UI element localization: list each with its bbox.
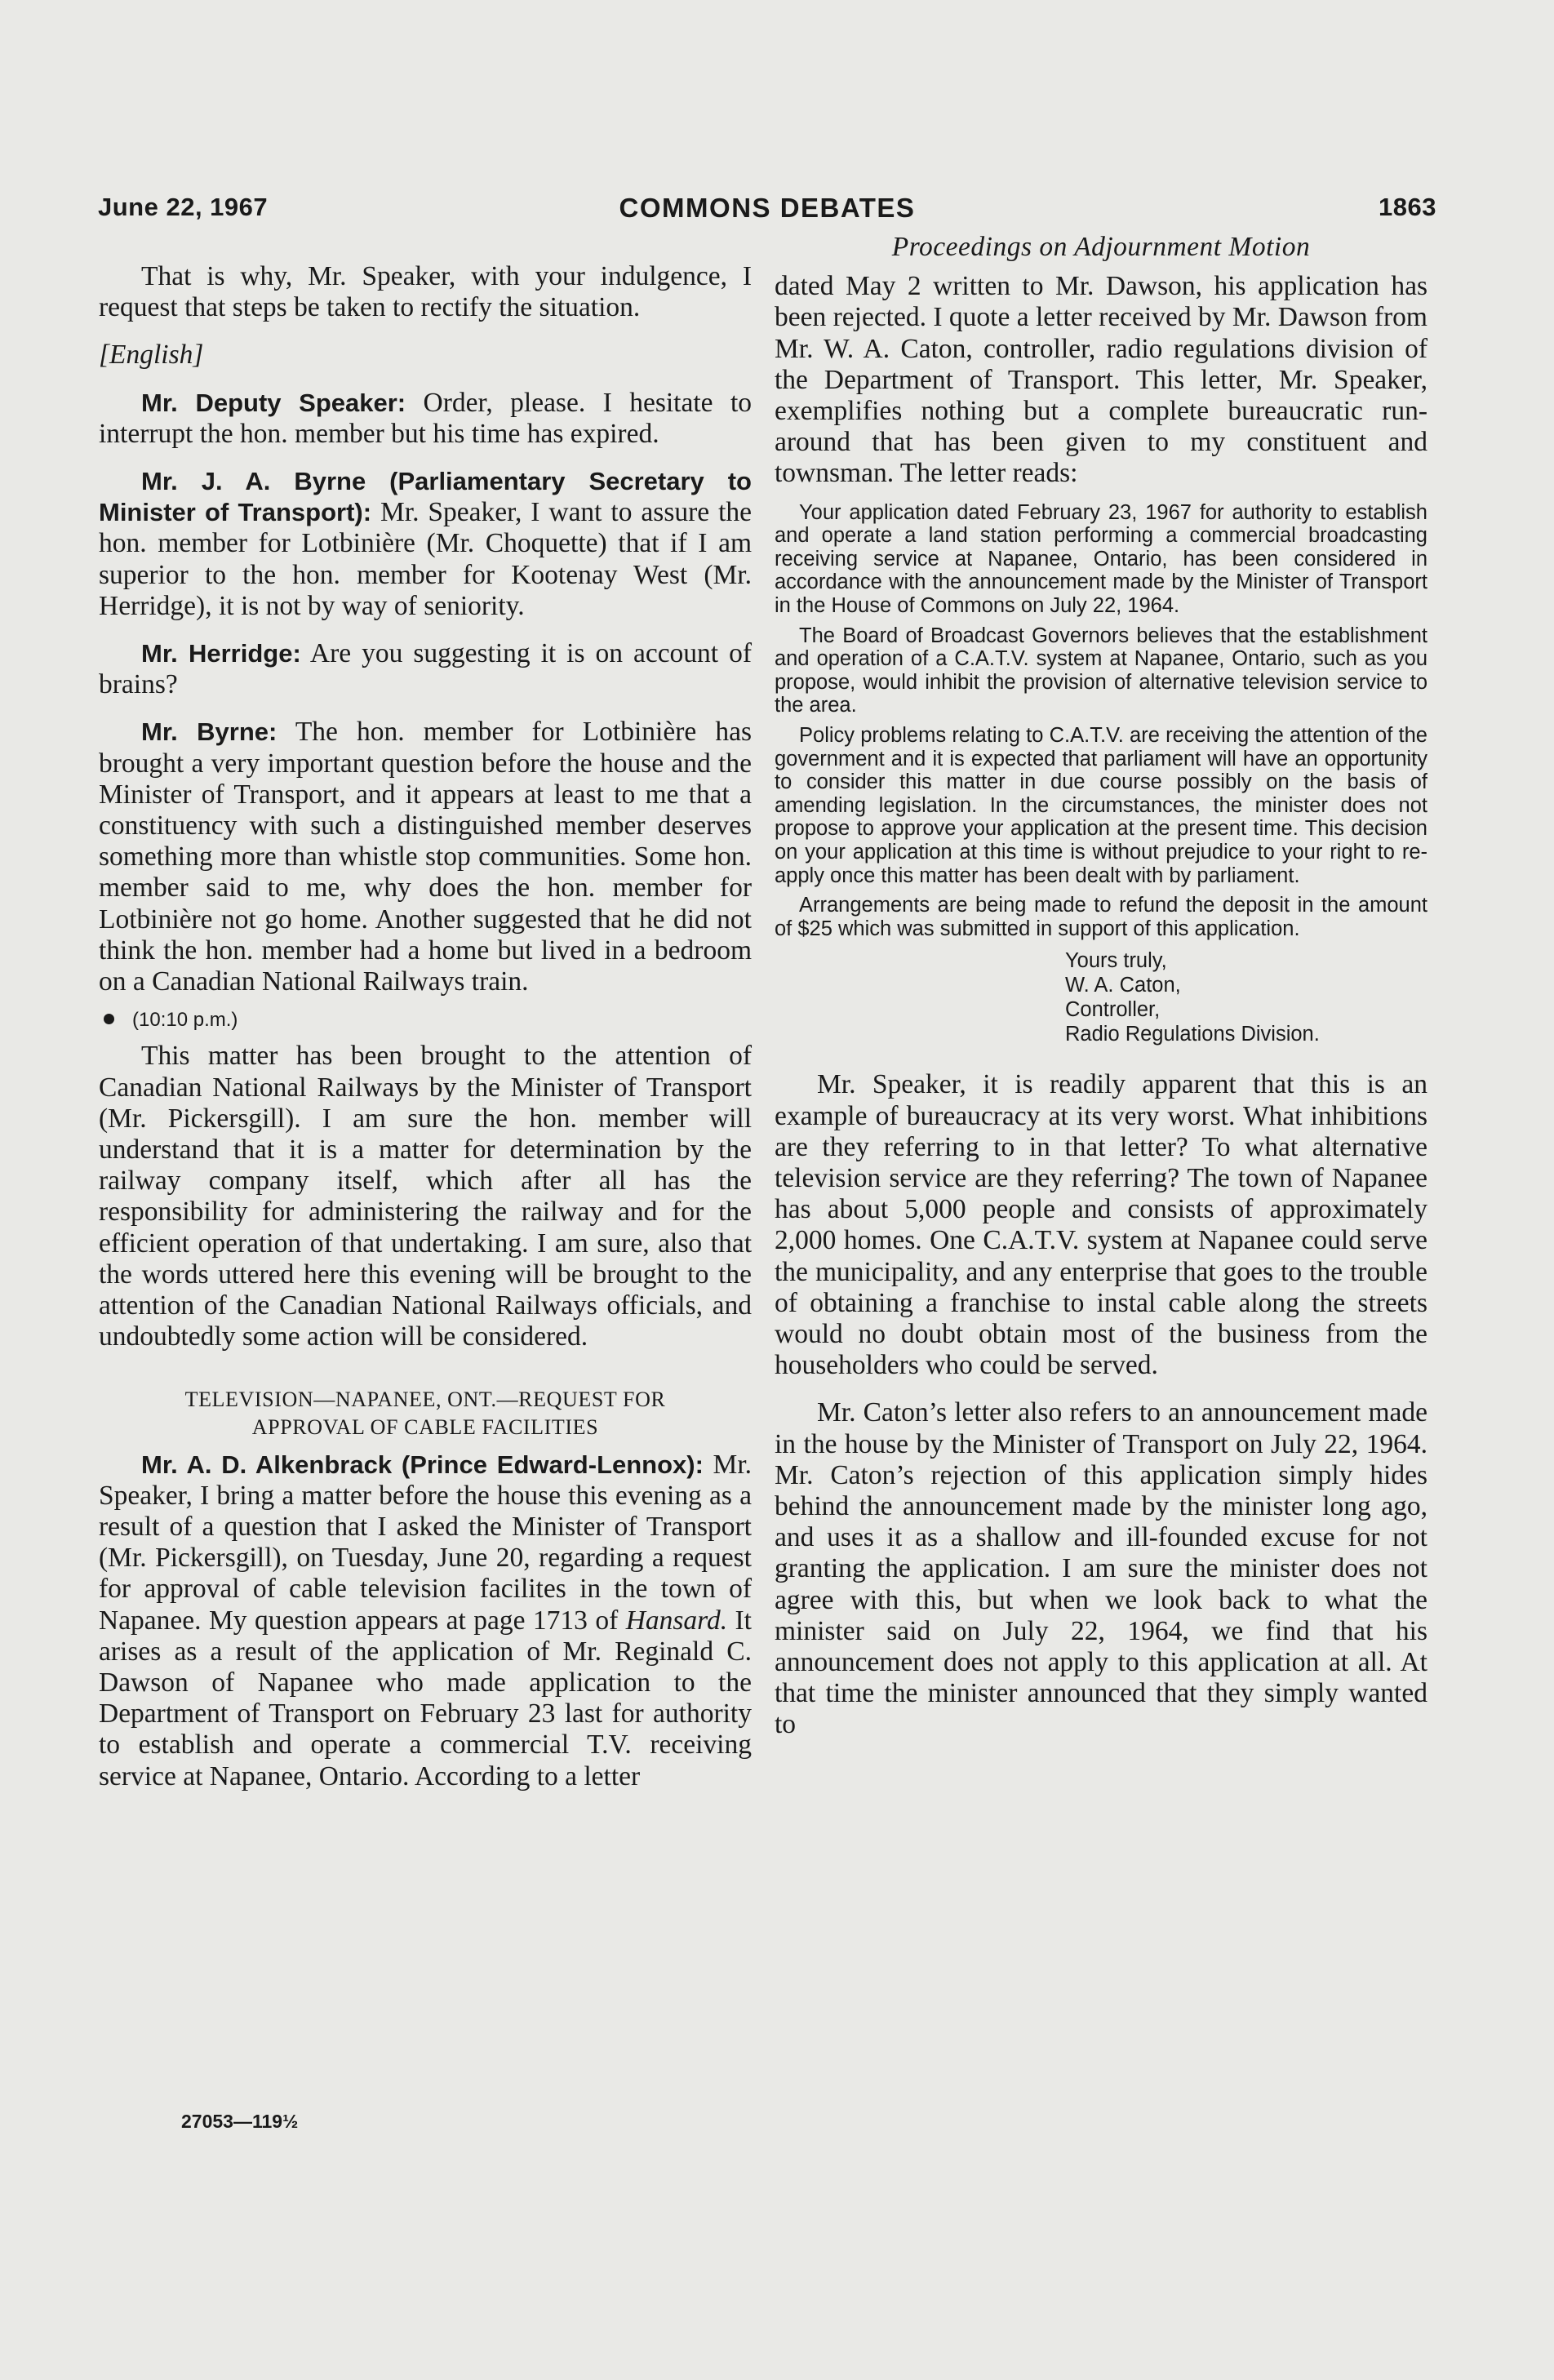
speech-text: The hon. member for Lotbinière has brought a very important question before the house and the Minister of Transport, and it appears at least to me that a constituency with such a distinguished member deserves something more than whistle stop communities. Some hon. member said to me, why does the hon. member for Lotbinière not go home. Another suggested that he did not think the hon. member had a home but lived in a bedroom on a Canadian National Railways train. <box>99 717 752 997</box>
speaker-name: Mr. Herridge: <box>141 639 301 668</box>
hansard-reference: Hansard. <box>625 1605 728 1636</box>
speech-text: Are you suggesting it is on account of brains? <box>99 638 752 700</box>
signature-line: Yours truly, <box>1065 949 1167 973</box>
quote-paragraph: Arrangements are being made to refund the deposit in the amount of $25 which was submitted in support of this application. <box>775 894 1427 940</box>
signature-line: Controller, <box>1065 998 1161 1022</box>
quote-paragraph: Your application dated February 23, 1967 for authority to establish and operate a land station performing a commercial broadcasting receiving service at Napanee, Ontario, has been considered in accordance with the announcement made by the Minister of Transport in the House of Commons on July 22, 1964. <box>775 500 1427 617</box>
quote-paragraph: Policy problems relating to C.A.T.V. are receiving the attention of the government and it is expected that parliament will have an opportunity to consider this matter in due course possibly on the basis of amending legislation. In the circumstances, the minister does not propose to approve your application at the present time. This decision on your application at this time is without prejudice to your right to re-apply once this matter has been dealt with by parliament. <box>775 723 1427 887</box>
paragraph <box>99 1450 752 1792</box>
signature-line: Radio Regulations Division. <box>1065 1023 1320 1046</box>
paragraph <box>99 638 752 700</box>
page-header <box>98 193 1436 225</box>
right-column <box>775 232 1427 1741</box>
section-heading-line: TELEVISION—NAPANEE, ONT.—REQUEST FOR <box>184 1387 666 1411</box>
quoted-letter <box>775 501 1427 1047</box>
header-title: COMMONS DEBATES <box>619 193 916 223</box>
speech-text: Mr. Speaker, I want to assure the hon. member for Lotbinière (Mr. Choquette) that if I am superior to the hon. member for Kootenay West (Mr. Herridge), it is not by way of seniority. <box>99 497 753 621</box>
bullet-icon <box>104 1014 114 1024</box>
paragraph <box>99 466 752 622</box>
speech-text: Order, please. I hesitate to interrupt the hon. member but his time has expired. <box>99 387 753 449</box>
speech-text: Mr. Speaker, I bring a matter before the house this evening as a result of a question that I asked the Minister of Transport (Mr. Pickersgill), on Tuesday, June 20, regarding a request for approval of cable television facilites in the town of Napanee. My question appears at page 1713 of <box>99 1449 752 1636</box>
paragraph: That is why, Mr. Speaker, with your indulgence, I request that steps be taken to rectify the situation. <box>99 261 752 323</box>
time-marker <box>99 1002 752 1036</box>
left-column <box>99 261 752 1792</box>
signature-line: W. A. Caton, <box>1065 974 1181 997</box>
paragraph: Mr. Speaker, it is readily apparent that this is an example of bureaucracy at its very worst. What inhibitions are they referring to in that letter? To what alternative television service are they referring? The town of Napanee has about 5,000 people and consists of approximately 2,000 homes. One C.A.T.V. system at Napanee could serve the municipality, and any enterprise that goes to the trouble of obtaining a franchise to instal cable along the streets would no doubt obtain most of the business from the householders who could be served. <box>775 1069 1427 1381</box>
paragraph: This matter has been brought to the attention of Canadian National Railways by the Minister of Transport (Mr. Pickersgill). I am sure the hon. member will understand that it is a matter for determination by the railway company itself, which after all has the responsibility for administering the railway and for the efficient operation of that undertaking. I am sure, also that the words uttered here this evening will be brought to the attention of the Canadian National Railways officials, and undoubtedly some action will be considered. <box>99 1041 752 1352</box>
paragraph: dated May 2 written to Mr. Dawson, his application has been rejected. I quote a letter received by Mr. Dawson from Mr. W. A. Caton, controller, radio regulations division of the Department of Transport. This letter, Mr. Speaker, exemplifies nothing but a complete bureaucratic run-around that has been given to my constituent and townsman. The letter reads: <box>775 271 1427 489</box>
speaker-name: Mr. A. D. Alkenbrack (Prince Edward-Lennox): <box>141 1450 704 1479</box>
letter-signature <box>1065 948 1427 1046</box>
speech-text: It arises as a result of the application of Mr. Reginald C. Dawson of Napanee who made application to the Department of Transport on February 23 last for authority to establish and operate a commercial T.V. receiving service at Napanee, Ontario. According to a letter <box>99 1605 752 1792</box>
language-marker: [English] <box>99 340 204 371</box>
header-page-number: 1863 <box>1379 193 1436 221</box>
speaker-name: Mr. Byrne: <box>141 717 278 747</box>
paragraph: Mr. Caton’s letter also refers to an announcement made in the house by the Minister of Transport on July 22, 1964. Mr. Caton’s rejection of this application simply hides behind the announcement made by the minister long ago, and uses it as a shallow and ill-founded excuse for not granting the application. I am sure the minister does not agree with this, but when we look back to what the minister said on July 22, 1964, we find that his announcement does not apply to this application at all. At that time the minister announced that they simply wanted to <box>775 1397 1427 1740</box>
header-date: June 22, 1967 <box>98 193 269 221</box>
paragraph <box>99 717 752 997</box>
speaker-name: Mr. J. A. Byrne (Parliamentary Secretary to Minister of Transport): <box>99 467 752 527</box>
speaker-name: Mr. Deputy Speaker: <box>141 388 406 417</box>
section-heading-line: APPROVAL OF CABLE FACILITIES <box>251 1414 599 1439</box>
section-subheader: Proceedings on Adjournment Motion <box>891 232 1311 262</box>
quote-paragraph: The Board of Broadcast Governors believes that the establishment and operation of a C.A.T.V. system at Napanee, Ontario, such as you propose, would inhibit the provision of alternative television service to the area. <box>775 624 1427 717</box>
footer-code: 27053—119½ <box>181 2111 299 2132</box>
time-stamp: (10:10 p.m.) <box>132 1009 238 1032</box>
paragraph <box>99 388 752 450</box>
section-heading <box>99 1386 752 1441</box>
